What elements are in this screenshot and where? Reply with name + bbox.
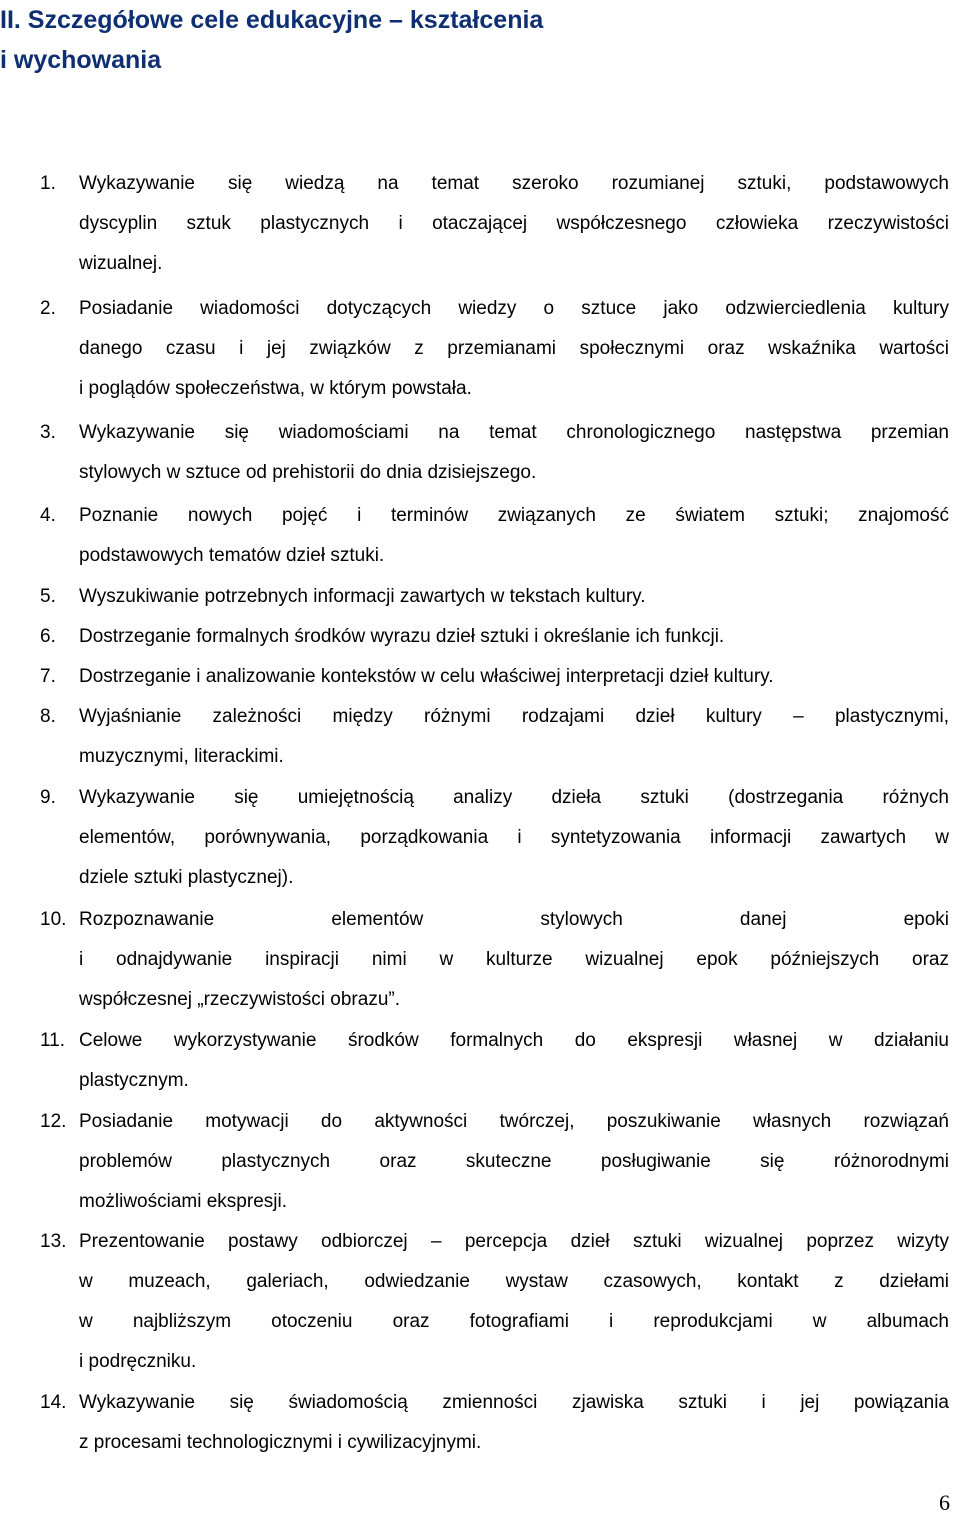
page-number: 6 [939, 1490, 950, 1515]
item-text-line: w najbliższym otoczeniu oraz fotografiami i reprodukcjami w albumach [79, 1311, 949, 1332]
list-item [0, 577, 960, 617]
item-text-line: Wykazywanie się świadomością zmienności zjawiska sztuki i jej powiązania [79, 1392, 949, 1413]
list-item [0, 900, 960, 1020]
item-text-line: danego czasu i jej związków z przemianami społecznymi oraz wskaźnika wartości [79, 338, 949, 359]
item-text-line: Prezentowanie postawy odbiorczej – percepcja dzieł sztuki wizualnej poprzez wizyty [79, 1231, 949, 1252]
list-item [0, 413, 960, 493]
item-text [79, 657, 949, 697]
item-text-line: stylowych w sztuce od prehistorii do dnia dzisiejszego. [79, 462, 537, 483]
item-text-line: Wyszukiwanie potrzebnych informacji zawartych w tekstach kultury. [79, 586, 646, 607]
item-number: 1. [40, 173, 56, 194]
list-item [0, 1102, 960, 1222]
item-text-line: i poglądów społeczeństwa, w którym powstała. [79, 378, 472, 399]
item-number: 12. [40, 1111, 67, 1132]
item-text-line: współczesnej „rzeczywistości obrazu”. [79, 989, 400, 1010]
item-text-line: dyscyplin sztuk plastycznych i otaczającej współczesnego człowieka rzeczywistości [79, 213, 949, 234]
section-heading [0, 0, 940, 80]
item-number: 5. [40, 586, 56, 607]
list-item [0, 1222, 960, 1382]
list-item [0, 289, 960, 409]
item-text-line: Wyjaśnianie zależności między różnymi rodzajami dzieł kultury – plastycznymi, [79, 706, 949, 727]
item-text-line: Wykazywanie się umiejętnością analizy dzieła sztuki (dostrzegania różnych [79, 787, 949, 808]
item-text-line: Poznanie nowych pojęć i terminów związanych ze światem sztuki; znajomość [79, 505, 949, 526]
goals-list [0, 164, 960, 1463]
item-text-line: Dostrzeganie formalnych środków wyrazu dzieł sztuki i określanie ich funkcji. [79, 626, 725, 647]
item-text-line: z procesami technologicznymi i cywilizacyjnymi. [79, 1432, 482, 1453]
item-text-line: problemów plastycznych oraz skuteczne posługiwanie się różnorodnymi [79, 1151, 949, 1172]
item-text-line: wizualnej. [79, 253, 163, 274]
item-text [79, 1021, 949, 1101]
item-text [79, 778, 949, 898]
item-text-line: Posiadanie wiadomości dotyczących wiedzy o sztuce jako odzwierciedlenia kultury [79, 298, 949, 319]
item-text-line: Celowe wykorzystywanie środków formalnych do ekspresji własnej w działaniu [79, 1030, 949, 1051]
item-text [79, 577, 949, 617]
list-item [0, 496, 960, 576]
item-text-line: w muzeach, galeriach, odwiedzanie wystaw czasowych, kontakt z dziełami [79, 1271, 949, 1292]
item-text-line: elementów, porównywania, porządkowania i syntetyzowania informacji zawartych w [79, 827, 949, 848]
item-text [79, 1222, 949, 1382]
item-number: 9. [40, 787, 56, 808]
list-item [0, 164, 960, 284]
item-text-line: Posiadanie motywacji do aktywności twórczej, poszukiwanie własnych rozwiązań [79, 1111, 949, 1132]
list-item [0, 1383, 960, 1463]
list-item [0, 657, 960, 697]
item-text-line: Dostrzeganie i analizowanie kontekstów w celu właściwej interpretacji dzieł kultury. [79, 666, 774, 687]
list-item [0, 1021, 960, 1101]
item-text-line: dziele sztuki plastycznej). [79, 867, 294, 888]
item-text-line: plastycznym. [79, 1070, 189, 1091]
item-text-line: Wykazywanie się wiadomościami na temat chronologicznego następstwa przemian [79, 422, 949, 443]
item-number: 6. [40, 626, 56, 647]
item-text-line: i podręczniku. [79, 1351, 197, 1372]
item-text-line: muzycznymi, literackimi. [79, 746, 284, 767]
item-number: 13. [40, 1231, 67, 1252]
item-number: 14. [40, 1392, 67, 1413]
item-text [79, 1102, 949, 1222]
item-text-line: możliwościami ekspresji. [79, 1191, 287, 1212]
item-text-line: podstawowych tematów dzieł sztuki. [79, 545, 385, 566]
list-item [0, 697, 960, 777]
item-number: 3. [40, 422, 56, 443]
item-text-line: i odnajdywanie inspiracji nimi w kulturze wizualnej epok późniejszych oraz [79, 949, 949, 970]
item-number: 8. [40, 706, 56, 727]
item-text [79, 413, 949, 493]
item-number: 7. [40, 666, 56, 687]
item-text [79, 697, 949, 777]
heading-line-2: i wychowania [0, 46, 162, 74]
item-text-line: Rozpoznawanie elementów stylowych danej epoki [79, 909, 949, 930]
item-text [79, 164, 949, 284]
item-number: 2. [40, 298, 56, 319]
item-text [79, 617, 949, 657]
heading-line-1: II. Szczegółowe cele edukacyjne – kształcenia [0, 6, 544, 34]
item-text-line: Wykazywanie się wiedzą na temat szeroko rozumianej sztuki, podstawowych [79, 173, 949, 194]
list-item [0, 617, 960, 657]
item-text [79, 289, 949, 409]
item-number: 11. [40, 1030, 66, 1051]
item-number: 4. [40, 505, 56, 526]
item-text [79, 900, 949, 1020]
item-text [79, 1383, 949, 1463]
item-number: 10. [40, 909, 67, 930]
list-item [0, 778, 960, 898]
item-text [79, 496, 949, 576]
